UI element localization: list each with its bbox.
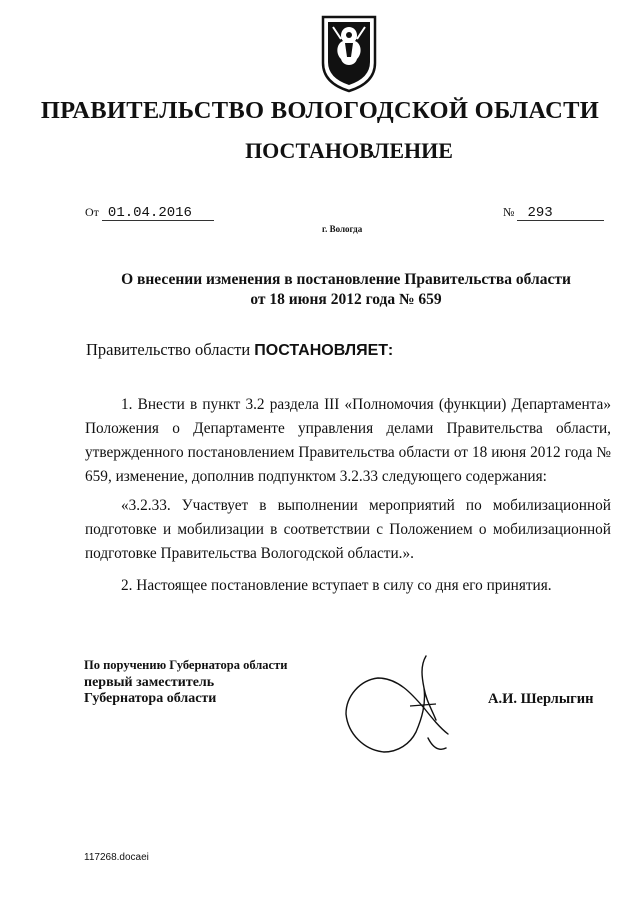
- signature-line-2: первый заместитель: [84, 675, 215, 690]
- handwritten-signature: [340, 648, 460, 760]
- paragraph-1: 1. Внести в пункт 3.2 раздела III «Полномочия (функции) Департамента» Положения о Департаменте управления делами Правительства области, утвержденного постановлением Правительства области от 18 июня 2012 года № 659, изменение, дополнив подпунктом 3.2.33 следующего содержания:: [85, 396, 611, 485]
- preamble-text: Правительство области: [86, 340, 255, 359]
- coat-of-arms-icon: [319, 13, 379, 93]
- paragraph-3: 2. Настоящее постановление вступает в силу со дня его принятия.: [121, 577, 552, 594]
- subject-line-2: от 18 июня 2012 года № 659: [250, 291, 442, 308]
- paragraph-2: «3.2.33. Участвует в выполнении мероприятий по мобилизационной подготовке и мобилизации в соответствии с Положением о мобилизационной подготовке Правительства Вологодской области.».: [85, 497, 611, 562]
- number-line: [503, 205, 604, 221]
- city-label: г. Вологда: [322, 224, 363, 234]
- signature-line-3: Губернатора области: [84, 691, 217, 706]
- document-type-title: ПОСТАНОВЛЕНИЕ: [245, 138, 453, 163]
- document-date: 01.04.2016: [102, 206, 214, 221]
- signature-line-1: По поручению Губернатора области: [84, 658, 288, 672]
- organization-title: ПРАВИТЕЛЬСТВО ВОЛОГОДСКОЙ ОБЛАСТИ: [40, 97, 600, 124]
- date-prefix: От: [85, 205, 99, 219]
- document-number: 293: [517, 206, 604, 221]
- signer-name: А.И. Шерлыгин: [488, 691, 594, 707]
- subject-line-1: О внесении изменения в постановление Правительства области: [121, 271, 571, 288]
- number-prefix: №: [503, 205, 515, 219]
- preamble-decree-word: ПОСТАНОВЛЯЕТ:: [254, 342, 394, 359]
- date-line: [85, 205, 214, 221]
- preamble: [86, 340, 393, 360]
- document-file-id: 117268.docaei: [84, 852, 149, 863]
- document-subject: [0, 270, 640, 310]
